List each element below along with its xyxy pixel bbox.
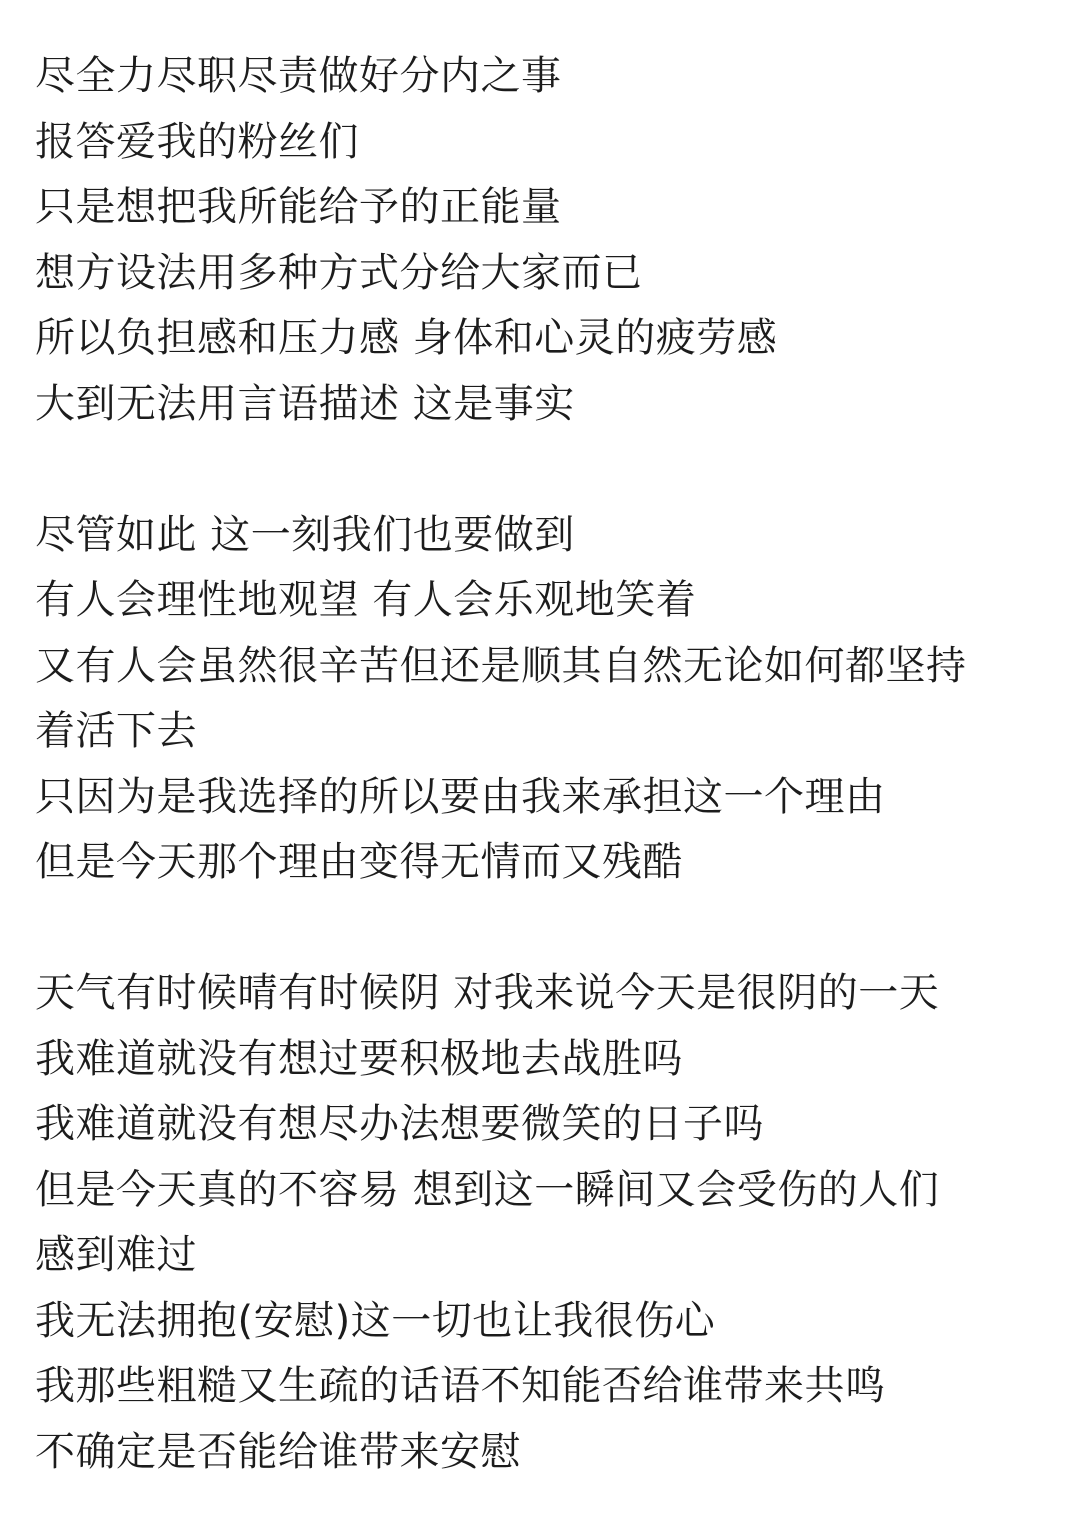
text-line: 只是想把我所能给予的正能量 (35, 184, 562, 230)
text-line: 感到难过 (35, 1232, 197, 1278)
text-line: 所以负担感和压力感 身体和心灵的疲劳感 (35, 315, 778, 361)
text-line: 有人会理性地观望 有人会乐观地笑着 (35, 577, 697, 623)
text-line: 我难道就没有想尽办法想要微笑的日子吗 (35, 1101, 764, 1147)
text-line: 又有人会虽然很辛苦但还是顺其自然无论如何都坚持 (35, 642, 967, 689)
text-line: 不确定是否能给谁带来安慰 (35, 1428, 521, 1475)
paragraph-1 (35, 44, 1060, 437)
text-line: 着活下去 (35, 708, 197, 754)
text-line: 我那些粗糙又生疏的话语不知能否给谁带来共鸣 (35, 1363, 886, 1409)
paragraph-2 (35, 503, 1060, 896)
text-line: 只因为是我选择的所以要由我来承担这一个理由 (35, 773, 886, 820)
text-line: 尽全力尽职尽责做好分内之事 (35, 53, 562, 99)
text-line: 尽管如此 这一刻我们也要做到 (35, 511, 575, 558)
text-line: 报答爱我的粉丝们 (35, 118, 359, 165)
document-body (35, 44, 1060, 1485)
text-line: 大到无法用言语描述 这是事实 (35, 380, 575, 427)
text-line: 但是今天那个理由变得无情而又残酷 (35, 839, 683, 885)
text-line: 但是今天真的不容易 想到这一瞬间又会受伤的人们 (35, 1166, 940, 1213)
paragraph-3 (35, 961, 1060, 1485)
text-line: 天气有时候晴有时候阴 对我来说今天是很阴的一天 (35, 970, 940, 1016)
text-line: 想方设法用多种方式分给大家而已 (35, 249, 643, 296)
text-line: 我无法拥抱(安慰)这一切也让我很伤心 (35, 1297, 716, 1344)
text-line: 我难道就没有想过要积极地去战胜吗 (35, 1035, 683, 1082)
